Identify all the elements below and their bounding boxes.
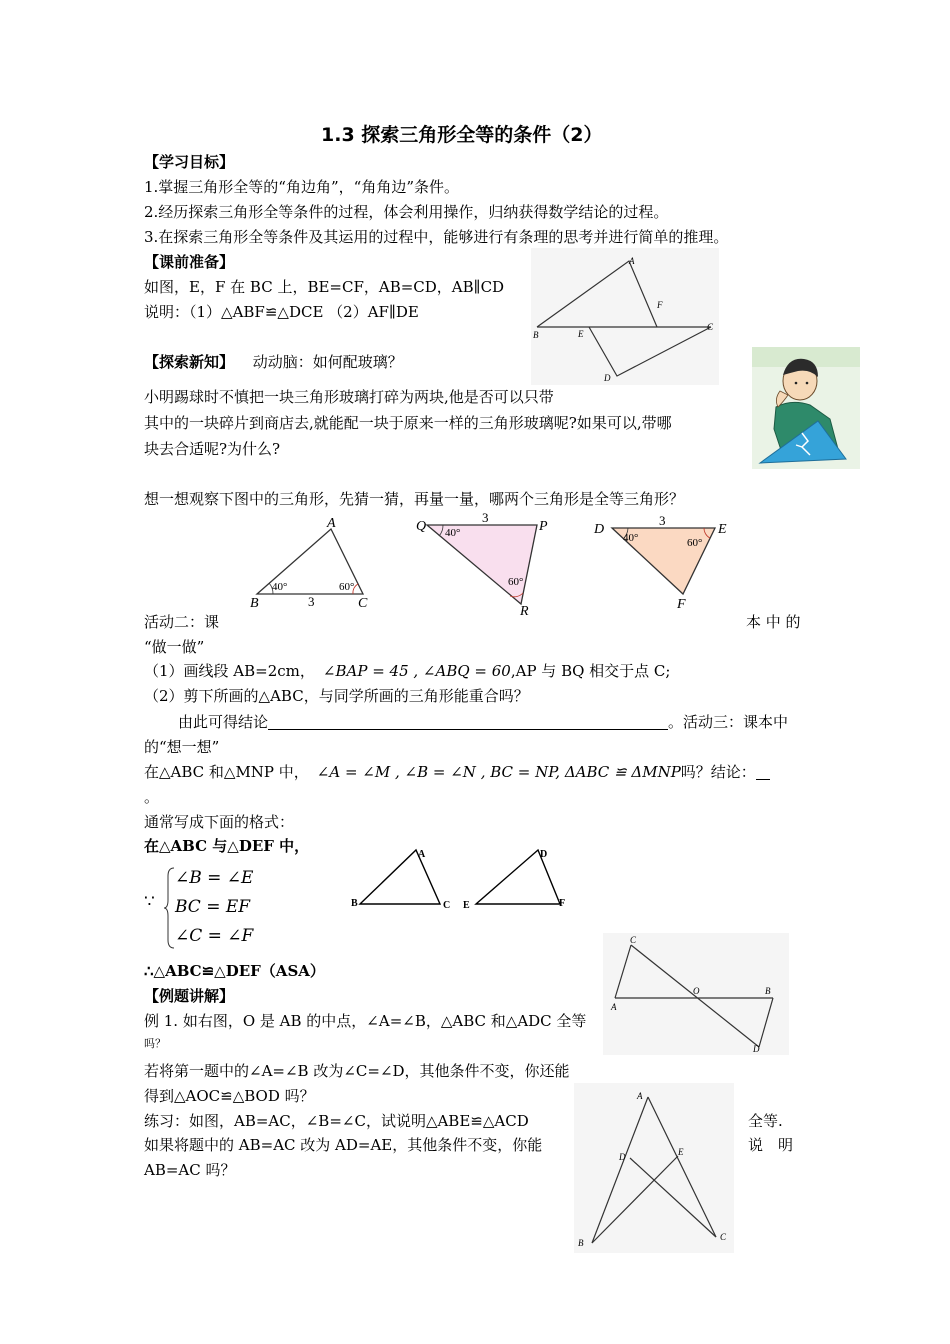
activity2-line-3 bbox=[144, 661, 670, 681]
pr-fig-label: B bbox=[578, 1238, 584, 1248]
prep-heading: 【课前准备】 bbox=[144, 253, 235, 271]
condition: ∠B = ∠E bbox=[175, 868, 254, 888]
asa-label: D bbox=[540, 849, 548, 860]
boy-illustration bbox=[752, 347, 860, 469]
conclusion-label: 由此可得结论 bbox=[178, 713, 269, 731]
triangles-figure bbox=[240, 510, 740, 619]
because-symbol: ∵ bbox=[144, 892, 155, 912]
prep-line-2: 说明：（1）△ABF≌△DCE （2）AF∥DE bbox=[144, 303, 419, 321]
activity2-text: ,AP 与 BQ 相交于点 C; bbox=[510, 662, 671, 680]
think-prompt: 想一想观察下图中的三角形，先猜一猜，再量一量，哪两个三角形是全等三角形？ bbox=[144, 490, 685, 508]
fig-label-a: A bbox=[629, 256, 635, 266]
activity2-conclusion bbox=[178, 712, 788, 732]
tri2-vertex: R bbox=[520, 604, 529, 619]
goals-heading: 【学习目标】 bbox=[144, 153, 235, 171]
tri1-vertex: A bbox=[327, 516, 336, 531]
activity2-line: 活动二：课 bbox=[144, 613, 220, 631]
asa-label: A bbox=[418, 849, 426, 860]
condition: BC = EF bbox=[175, 897, 251, 917]
ex-fig-label: A bbox=[611, 1002, 617, 1012]
activity3-line-2 bbox=[144, 762, 770, 782]
example-2: 若将第一题中的∠A=∠B 改为∠C=∠D，其他条件不变，你还能 bbox=[144, 1062, 570, 1080]
goal-item: 2.经历探索三角形全等条件的过程，体会利用操作，归纳获得数学结论的过程。 bbox=[144, 203, 669, 221]
pr-fig-label: E bbox=[678, 1147, 684, 1157]
pr-fig-label: C bbox=[720, 1232, 727, 1242]
tri3-vertex: E bbox=[718, 522, 727, 537]
activity2-line: 本 中 的 bbox=[746, 613, 801, 631]
tri2-vertex: P bbox=[539, 519, 548, 534]
activity3-line: 。 bbox=[144, 788, 160, 806]
practice-2-tail: 说 明 bbox=[748, 1136, 794, 1154]
tri2-angle: 60° bbox=[508, 576, 524, 588]
tri1-angle: 40° bbox=[272, 581, 288, 593]
explore-paragraph: 块去合适呢?为什么? bbox=[144, 440, 281, 458]
goal-item: 1.掌握三角形全等的“角边角”，“角角边”条件。 bbox=[144, 178, 459, 196]
example-1: 例 1. 如右图，O 是 AB 的中点，∠A=∠B，△ABC 和△ADC 全等 bbox=[144, 1012, 587, 1030]
activity2-math: ∠BAP = 45 , ∠ABQ = 60 bbox=[322, 662, 511, 680]
format-intro: 通常写成下面的格式： bbox=[144, 813, 295, 831]
goal-item: 3.在探索三角形全等条件及其运用的过程中，能够进行有条理的思考并进行简单的推理。 bbox=[144, 228, 729, 246]
asa-label: B bbox=[351, 898, 358, 909]
example-1-tail: 吗？ bbox=[144, 1037, 166, 1050]
tri3-vertex: F bbox=[677, 597, 686, 612]
ex-fig-label: O bbox=[693, 986, 700, 996]
examples-heading: 【例题讲解】 bbox=[144, 987, 235, 1005]
tri1-angle: 60° bbox=[339, 581, 355, 593]
tri3-side: 3 bbox=[659, 513, 666, 528]
ex-fig-label: C bbox=[630, 935, 637, 945]
asa-figure bbox=[348, 844, 573, 914]
tri1-vertex: C bbox=[358, 596, 368, 611]
activity3-text: 在△ABC 和△MNP 中， bbox=[144, 763, 309, 781]
fig-label-f: F bbox=[657, 300, 663, 310]
activity2-line: （2）剪下所画的△ABC，与同学所画的三角形能重合吗？ bbox=[144, 687, 529, 705]
explore-paragraph: 小明踢球时不慎把一块三角形玻璃打碎为两块,他是否可以只带 bbox=[144, 388, 554, 406]
fig-label-b: B bbox=[533, 330, 539, 340]
activity3-start: 。活动三：课本中 bbox=[668, 713, 789, 731]
condition: ∠C = ∠F bbox=[175, 926, 254, 946]
asa-label: F bbox=[559, 898, 566, 909]
activity2-line: “做一做” bbox=[144, 638, 205, 656]
fig-label-d: D bbox=[604, 373, 611, 383]
practice-1: 练习：如图，AB=AC，∠B=∠C，试说明△ABE≌△ACD bbox=[144, 1112, 529, 1130]
activity3-line: 的“想一想” bbox=[144, 738, 220, 756]
tri1-side: 3 bbox=[308, 594, 315, 609]
tri3-angle: 60° bbox=[687, 537, 703, 549]
pr-fig-label: D bbox=[619, 1152, 626, 1162]
fig-label-c: C bbox=[707, 322, 714, 332]
activity3-blank[interactable] bbox=[756, 765, 770, 780]
tri2-side: 3 bbox=[482, 510, 489, 525]
format-in: 在△ABC 与△DEF 中， bbox=[144, 837, 310, 855]
asa-label: C bbox=[443, 900, 451, 911]
asa-label: E bbox=[463, 900, 470, 911]
activity3-math: ∠A = ∠M , ∠B = ∠N , BC = NP, ΔABC ≌ ΔMNP bbox=[316, 763, 681, 781]
activity2-text: （1）画线段 AB=2cm， bbox=[144, 662, 315, 680]
practice-figure bbox=[574, 1083, 734, 1253]
prep-line-1: 如图，E，F 在 BC 上，BE=CF，AB=CD，AB∥CD bbox=[144, 278, 505, 296]
explore-paragraph: 其中的一块碎片到商店去,就能配一块于原来一样的三角形玻璃呢?如果可以,带哪 bbox=[144, 414, 672, 432]
tri2-vertex: Q bbox=[416, 519, 427, 534]
page-title: 1.3 探索三角形全等的条件（2） bbox=[321, 124, 603, 146]
explore-heading: 【探索新知】 bbox=[144, 353, 235, 371]
example-2-tail: 得到△AOC≌△BOD 吗？ bbox=[144, 1087, 315, 1105]
ex-fig-label: B bbox=[765, 986, 771, 996]
tri2-shape bbox=[427, 525, 537, 604]
conclusion-blank[interactable] bbox=[268, 713, 668, 730]
ex-fig-label: D bbox=[753, 1044, 760, 1054]
tri3-angle: 40° bbox=[623, 532, 639, 544]
prep-figure bbox=[531, 248, 719, 385]
practice-3: AB=AC 吗？ bbox=[144, 1161, 236, 1179]
asa-conclusion: ∴△ABC≌△DEF（ASA） bbox=[144, 962, 325, 980]
pr-fig-label: A bbox=[637, 1091, 643, 1101]
fig-label-e: E bbox=[578, 329, 584, 339]
explore-heading-line bbox=[144, 352, 403, 372]
tri3-vertex: D bbox=[594, 522, 605, 537]
activity3-text: 吗？结论： bbox=[680, 763, 756, 781]
explore-subtitle: 动动脑：如何配玻璃？ bbox=[252, 353, 403, 371]
example-figure bbox=[603, 933, 789, 1055]
tri2-angle: 40° bbox=[445, 527, 461, 539]
practice-1-tail: 全等. bbox=[748, 1112, 783, 1130]
practice-2: 如果将题中的 AB=AC 改为 AD=AE，其他条件不变，你能 bbox=[144, 1136, 543, 1154]
tri1-vertex: B bbox=[250, 596, 259, 611]
